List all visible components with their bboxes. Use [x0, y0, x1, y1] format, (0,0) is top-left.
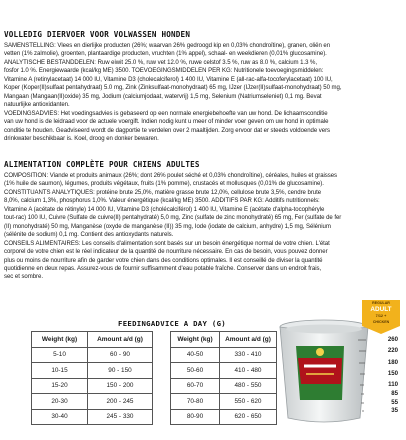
table-row	[171, 394, 277, 410]
text-line: SAMENSTELLING: Vlees en dierlijke producten (26%; waarvan 26% gedroogd kip en 0,03% chondroïtine), granen, oliën en	[4, 43, 331, 49]
table-row	[171, 378, 277, 394]
feeding-advice-title: FEEDINGADVICE A DAY (G)	[118, 319, 226, 328]
weight-cell: 50-60	[171, 363, 220, 379]
text-line: van uw hond is de leidraad voor de actuele voergift. Indien nodig kunt u meer of minder voer geven om uw hond in optimale	[4, 119, 329, 126]
feeding-table-right	[170, 331, 277, 425]
text-line: CONSEILS ALIMENTAIRES: Les conseils d'alimentation sont basés sur un besoin énergétique normal de votre chien. L'état	[4, 240, 330, 247]
french-body	[4, 172, 404, 282]
amount-cell: 245 - 330	[88, 409, 153, 425]
text-line: drinkwater beschikbaar is. Koel, droog en donker bewaren.	[4, 135, 159, 142]
weight-cell: 70-80	[171, 394, 220, 410]
cup-scale-label: 110	[388, 381, 398, 388]
text-line: (sélénite de sodium) 0,1 mg. Contient des antioxydants naturels.	[4, 232, 174, 239]
table-row	[171, 363, 277, 379]
text-line: corporel de votre chien est le réel indicateur de la quantité de nourriture nécessaire. En cas de besoin, vous pouvez donner	[4, 249, 328, 256]
text-line: Vitamine A (retinylacetaat) 14 000 IU, Vitamine D3 (cholecalciferol) 1 400 IU, Vitamine E (all-rac-alfa-tocoferylacetaat) 100 IU,	[4, 76, 333, 83]
dutch-section	[4, 30, 404, 143]
dutch-title: VOLLEDIG DIERVOER VOOR VOLWASSEN HONDEN	[4, 30, 191, 39]
table-row	[171, 409, 277, 425]
text-line: ANALYTISCHE BESTANDDELEN: Ruw eiwit 25.0 %, ruw vet 12.0 %, ruwe celstof 3.5 %, ruw as 8.0 %, calcium 1.3 %,	[4, 59, 317, 66]
amount-cell: 330 - 410	[220, 347, 277, 363]
weight-cell: 20-30	[32, 394, 88, 410]
dutch-body	[4, 42, 404, 143]
text-line: fosfor 1.0 %. Energiewaarde (kcal/kg ME) 3500. TOEVOEGINGSMIDDELEN PER KG: Nutritionele toevoegingsmiddelen:	[4, 68, 324, 75]
text-line: CONSTITUANTS ANALYTIQUES: protéine brute 25,0%, matière grasse brute 12,0%, cellulose brute 3,5%, cendre brute	[4, 189, 322, 196]
weight-cell: 80-90	[171, 409, 220, 425]
text-line: COMPOSITION: Viande et produits animaux (26%; dont 26% poulet séché et 0,03% chondroïtine), céréales, huiles et graisses	[4, 173, 338, 179]
amount-cell: 410 - 480	[220, 363, 277, 379]
text-line: Vitamine A (acétate de rétinyle) 14 000 IU, Vitamine D3 (cholécalciférol) 1 400 IU, Vitamine E (acétate d'alpha-tocophéryle	[4, 206, 325, 213]
amount-cell: 480 - 550	[220, 378, 277, 394]
weight-cell: 60-70	[171, 378, 220, 394]
badge-line: 7/12 +	[375, 314, 387, 319]
badge-line: ADULT	[370, 306, 392, 314]
cup-scale-label: 55	[391, 399, 398, 406]
weight-header: Weight (kg)	[171, 332, 220, 348]
table-row	[171, 347, 277, 363]
product-badge	[360, 300, 402, 334]
amount-cell: 620 - 650	[220, 409, 277, 425]
text-line: plus ou moins de nourriture afin de garder votre chien dans des conditions optimales. Il est conseillé de diviser la quantité	[4, 257, 323, 264]
amount-header: Amount a/d (g)	[220, 332, 277, 348]
amount-cell: 90 - 150	[88, 363, 153, 379]
text-line: Koper (Koper(II)sulfaat pentahydraat) 5.0 mg, Zink (Zinksulfaat-monohydraat) 65 mg, IJzer (IJzer(II)sulfaat-monohydraat) 50 mg,	[4, 85, 342, 92]
text-line: (1% huile de saumon), légumes, produits végétaux, fruits (1% pomme), crustacés et mollusques (0,01% de glucosamine).	[4, 181, 324, 188]
weight-cell: 15-20	[32, 378, 88, 394]
text-line: tout-rac) 100 IU, Cuivre (Sulfate de cuivre(II) pentahydraté) 5,0 mg, Zinc (sulfate de zinc monohydraté) 65 mg, Fer (sulfate de fer	[4, 215, 342, 222]
text-line: Mangaan (Mangaan(II)oxide) 35 mg, Jodium (calciumjodaat, watervrij) 1,5 mg, Selenium (Natriumseleniet) 0,1 mg. Bevat	[4, 93, 322, 100]
badge-line: REGULAR	[372, 301, 390, 305]
text-line: quotidienne en deux repas. Assurez-vous de fournir suffisamment d'eau potable fraîche. Conserver dans un endroit frais,	[4, 265, 322, 272]
text-line: conditie te houden. Geadviseerd wordt de dagportie te verdelen over 2 maaltijden. Zorg ervoor dat er steeds voldoende vers	[4, 127, 331, 134]
french-title: ALIMENTATION COMPLÈTE POUR CHIENS ADULTES	[4, 160, 200, 169]
table-row	[32, 363, 153, 379]
amount-cell: 150 - 200	[88, 378, 153, 394]
cup-scale-label: 220	[387, 347, 398, 354]
cup-scale-label: 180	[387, 359, 398, 366]
text-line: (II) monohydraté) 50 mg, Manganèse (oxyde de manganèse (II)) 35 mg, Iode (iodate de calcium, anhydre) 1,5 mg, Sélénium	[4, 223, 331, 230]
weight-cell: 40-50	[171, 347, 220, 363]
text-line: vetten (1% zalmolie), groenten, plantaardige producten, vruchten (1% appel), schaal- en weekdieren (0,01% glucosamine).	[4, 51, 327, 58]
weight-header: Weight (kg)	[32, 332, 88, 348]
table-row	[32, 409, 153, 425]
french-section	[4, 160, 404, 282]
text-line: 8,0%, calcium 1,3%, phosphorus 1,0%. Valeur énergétique (kcal/kg ME) 3500. ADDITIFS PAR KG: Additifs nutritionnels:	[4, 198, 320, 205]
amount-cell: 550 - 620	[220, 394, 277, 410]
text-line: sec et sombre.	[4, 274, 43, 281]
measuring-cup-icon	[278, 318, 398, 426]
badge-text	[360, 301, 402, 325]
weight-cell: 10-15	[32, 363, 88, 379]
amount-cell: 60 - 90	[88, 347, 153, 363]
weight-cell: 30-40	[32, 409, 88, 425]
table-row	[32, 347, 153, 363]
cup-scale-label: 35	[391, 407, 398, 414]
amount-header: Amount a/d (g)	[88, 332, 153, 348]
feeding-table-left	[31, 331, 153, 425]
table-row	[32, 394, 153, 410]
amount-cell: 200 - 245	[88, 394, 153, 410]
badge-line: CHICKEN	[372, 319, 390, 324]
weight-cell: 5-10	[32, 347, 88, 363]
text-line: natuurlijke antioxidanten.	[4, 102, 70, 109]
cup-scale-label: 85	[391, 390, 398, 397]
text-line: VOEDINGSADVIES: Het voedingsadvies is gebaseerd op een normale energiebehoefte van uw hond. De lichaamsconditie	[4, 110, 328, 117]
table-row	[32, 378, 153, 394]
cup-scale-label: 150	[387, 370, 398, 377]
measuring-cup	[278, 318, 398, 426]
cup-scale-label: 260	[387, 336, 398, 343]
